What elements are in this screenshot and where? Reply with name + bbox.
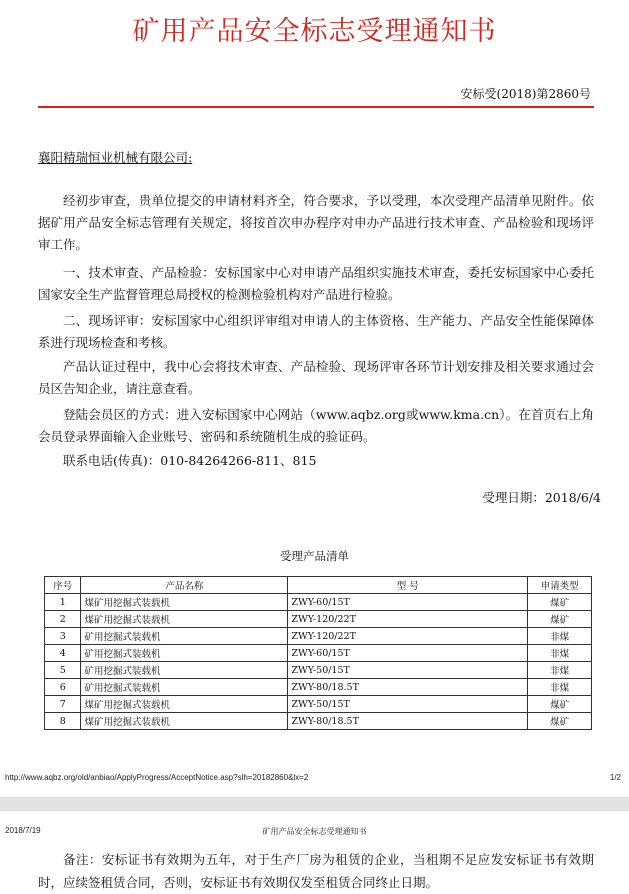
- table-row: [45, 696, 592, 713]
- cell-name: 煤矿用挖掘式装载机: [81, 594, 288, 611]
- table-row: [45, 679, 592, 696]
- cell-no: 8: [45, 713, 81, 730]
- cell-no: 2: [45, 611, 81, 628]
- print-header-date: 2018/7/19: [5, 826, 41, 835]
- accept-date: 受理日期：2018/6/4: [482, 490, 601, 505]
- cell-model: ZWY-50/15T: [288, 662, 528, 679]
- cell-name: 煤矿用挖掘式装载机: [81, 713, 288, 730]
- cell-name: 煤矿用挖掘式装载机: [81, 611, 288, 628]
- recipient-company: 襄阳精瑞恒业机械有限公司:: [38, 150, 193, 165]
- print-footer-page: 1/2: [609, 773, 621, 782]
- cell-model: ZWY-50/15T: [288, 696, 528, 713]
- cell-type: 非煤: [528, 662, 592, 679]
- cell-no: 7: [45, 696, 81, 713]
- cell-model: ZWY-80/18.5T: [288, 679, 528, 696]
- cell-type: 煤矿: [528, 713, 592, 730]
- document-title: 矿用产品安全标志受理通知书: [132, 16, 497, 47]
- cell-type: 煤矿: [528, 594, 592, 611]
- header-no: 序号: [45, 577, 81, 594]
- header-model: 型 号: [288, 577, 528, 594]
- cell-type: 煤矿: [528, 611, 592, 628]
- cell-name: 矿用挖掘式装载机: [81, 662, 288, 679]
- cell-no: 5: [45, 662, 81, 679]
- cell-type: 非煤: [528, 645, 592, 662]
- header-name: 产品名称: [81, 577, 288, 594]
- table-header-row: [45, 577, 592, 594]
- table-row: [45, 628, 592, 645]
- paragraph-1: 经初步审查，贵单位提交的申请材料齐全，符合要求，予以受理，本次受理产品清单见附件。依据矿用产品安全标志管理有关规定，将按首次申办程序对申办产品进行技术审查、产品检验和现场评审工作。: [38, 193, 594, 252]
- table-row: [45, 594, 592, 611]
- paragraph-3: 二、现场评审：安标国家中心组织评审组对申请人的主体资格、生产能力、产品安全性能保障体系进行现场检查和考核。: [38, 313, 594, 350]
- product-table: [44, 576, 592, 730]
- cell-no: 1: [45, 594, 81, 611]
- cell-no: 3: [45, 628, 81, 645]
- page-separator: [0, 797, 629, 811]
- cell-no: 4: [45, 645, 81, 662]
- cell-no: 6: [45, 679, 81, 696]
- table-row: [45, 611, 592, 628]
- cell-name: 煤矿用挖掘式装载机: [81, 696, 288, 713]
- cell-name: 矿用挖掘式装载机: [81, 679, 288, 696]
- reference-number: 安标受(2018)第2860号: [460, 87, 591, 101]
- red-divider: [38, 106, 594, 108]
- cell-name: 矿用挖掘式装载机: [81, 628, 288, 645]
- product-list-title: 受理产品清单: [280, 549, 349, 563]
- remark-note: 备注：安标证书有效期为五年，对于生产厂房为租赁的企业，当租期不足应发安标证书有效期时，应续签租赁合同，否则，安标证书有效期仅发至租赁合同终止日期。: [38, 852, 594, 890]
- header-type: 申请类型: [528, 577, 592, 594]
- cell-model: ZWY-60/15T: [288, 594, 528, 611]
- cell-type: 煤矿: [528, 696, 592, 713]
- table-row: [45, 645, 592, 662]
- paragraph-2: 一、技术审查、产品检验：安标国家中心对申请产品组织实施技术审查，委托安标国家中心委托国家安全生产监督管理总局授权的检测检验机构对产品进行检验。: [38, 265, 594, 302]
- cell-model: ZWY-120/22T: [288, 628, 528, 645]
- paragraph-5: 登陆会员区的方式：进入安标国家中心网站（www.aqbz.org或www.kma.cn）。在首页右上角会员登录界面输入企业账号、密码和系统随机生成的验证码。: [38, 407, 594, 444]
- paragraph-6: 联系电话(传真)：010-84264266-811、815: [63, 453, 317, 468]
- print-header-title: 矿用产品安全标志受理通知书: [262, 827, 367, 836]
- print-footer-url: http://www.aqbz.org/old/anbiao/ApplyProgress/AcceptNotice.asp?slh=20182860&lx=2: [5, 773, 309, 782]
- cell-type: 非煤: [528, 679, 592, 696]
- cell-name: 矿用挖掘式装载机: [81, 645, 288, 662]
- cell-model: ZWY-60/15T: [288, 645, 528, 662]
- table-row: [45, 662, 592, 679]
- cell-model: ZWY-80/18.5T: [288, 713, 528, 730]
- cell-type: 非煤: [528, 628, 592, 645]
- cell-model: ZWY-120/22T: [288, 611, 528, 628]
- paragraph-4: 产品认证过程中，我中心会将技术审查、产品检验、现场评审各环节计划安排及相关要求通过会员区告知企业，请注意查看。: [38, 359, 594, 396]
- table-row: [45, 713, 592, 730]
